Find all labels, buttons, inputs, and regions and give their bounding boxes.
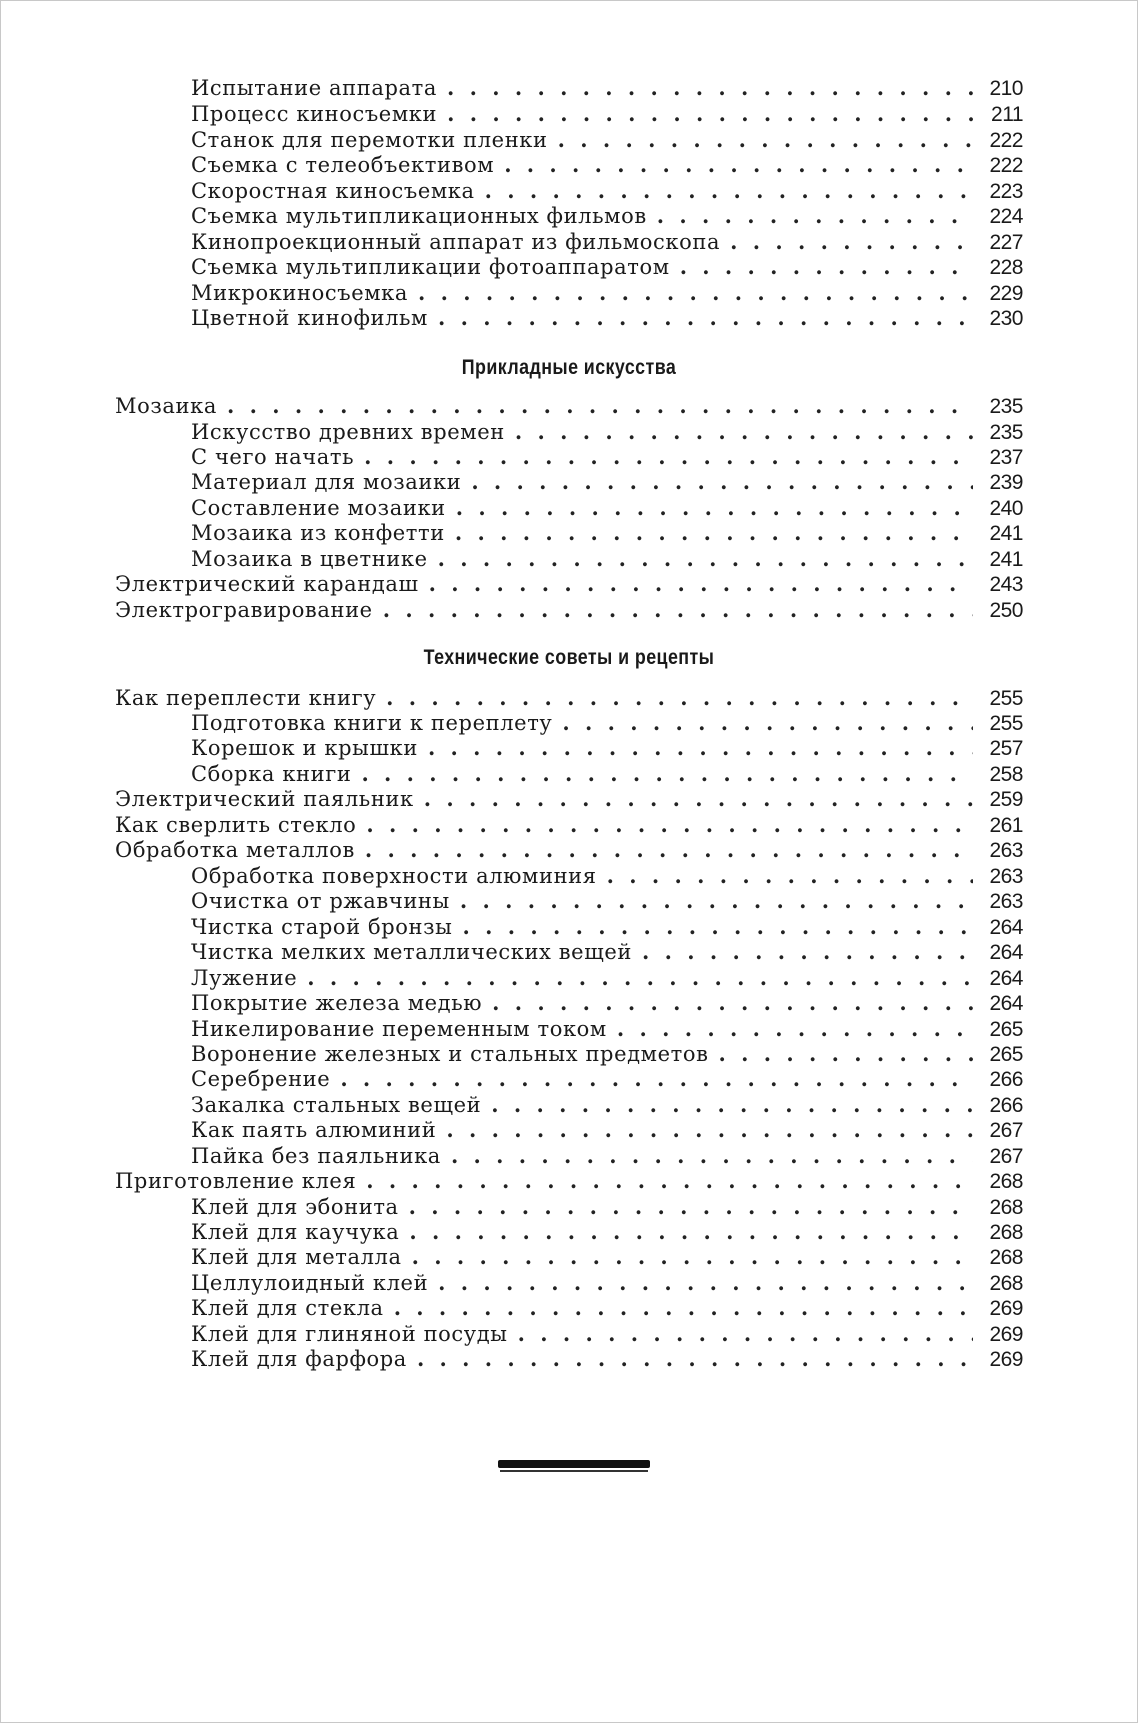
toc-entry-title: Лужение bbox=[191, 966, 298, 990]
toc-entry bbox=[191, 1016, 1023, 1042]
dot-leader bbox=[409, 1194, 973, 1220]
toc-entry-title: Съемка мультипликационных фильмов bbox=[191, 204, 647, 228]
toc-entry-title: Электрогравирование bbox=[115, 598, 373, 622]
toc-entry-page: 268 bbox=[989, 1246, 1023, 1269]
toc-entry-page: 228 bbox=[989, 256, 1023, 279]
toc-entry bbox=[191, 761, 1023, 787]
toc-entry-page: 235 bbox=[989, 421, 1023, 444]
toc-entry-title: Пайка без паяльника bbox=[191, 1144, 441, 1168]
toc-entry-page: 261 bbox=[989, 814, 1023, 837]
dot-leader bbox=[417, 1346, 973, 1372]
toc-entry-page: 237 bbox=[989, 446, 1023, 469]
section-heading: Технические советы и рецепты bbox=[423, 646, 715, 669]
toc-entry bbox=[191, 495, 1023, 521]
dot-leader bbox=[438, 546, 973, 572]
dot-leader bbox=[447, 101, 973, 127]
toc-entry-page: 269 bbox=[989, 1297, 1023, 1320]
toc-entry bbox=[191, 1219, 1023, 1245]
toc-entry-page: 250 bbox=[989, 599, 1023, 622]
toc-entry-page: 264 bbox=[989, 941, 1023, 964]
toc-entry bbox=[115, 393, 1023, 419]
toc-entry bbox=[191, 520, 1023, 546]
toc-entry-title: Станок для перемотки пленки bbox=[191, 128, 548, 152]
toc-entry bbox=[191, 444, 1023, 470]
toc-entry bbox=[191, 1143, 1023, 1169]
toc-entry-title: Очистка от ржавчины bbox=[191, 889, 450, 913]
toc-entry-title: Составление мозаики bbox=[191, 496, 446, 520]
toc-entry-page: 211 bbox=[991, 103, 1023, 126]
toc-entry-page: 264 bbox=[989, 967, 1023, 990]
dot-leader bbox=[361, 761, 973, 787]
toc-entry-title: Клей для фарфора bbox=[191, 1347, 407, 1371]
toc-entry-title: Мозаика в цветнике bbox=[191, 547, 428, 571]
toc-entry-page: 230 bbox=[989, 307, 1023, 330]
toc-entry bbox=[191, 1117, 1023, 1143]
toc-entry-title: Скоростная киносъемка bbox=[191, 179, 475, 203]
toc-entry-page: 222 bbox=[989, 154, 1023, 177]
toc-entry bbox=[191, 1321, 1023, 1347]
toc-entry-page: 268 bbox=[989, 1196, 1023, 1219]
dot-leader bbox=[429, 571, 973, 597]
toc-entry bbox=[191, 990, 1023, 1016]
toc-entry-page: 268 bbox=[989, 1221, 1023, 1244]
dot-leader bbox=[719, 1041, 974, 1067]
toc-entry-page: 266 bbox=[989, 1094, 1023, 1117]
toc-entry-page: 255 bbox=[989, 687, 1023, 710]
dot-leader bbox=[366, 812, 973, 838]
dot-leader bbox=[227, 393, 973, 419]
dot-leader bbox=[418, 280, 973, 306]
end-ornament-rule bbox=[498, 1460, 650, 1468]
dot-leader bbox=[412, 1244, 973, 1270]
toc-entry-title: Серебрение bbox=[191, 1067, 331, 1091]
toc-entry bbox=[191, 152, 1023, 178]
dot-leader bbox=[617, 1016, 973, 1042]
toc-entry-title: Никелирование переменным током bbox=[191, 1017, 607, 1041]
toc-entry bbox=[191, 735, 1023, 761]
toc-entry-page: 266 bbox=[989, 1068, 1023, 1091]
toc-entry bbox=[191, 1092, 1023, 1118]
toc-entry bbox=[191, 1066, 1023, 1092]
toc-entry-page: 223 bbox=[989, 180, 1023, 203]
toc-entry-title: Покрытие железа медью bbox=[191, 991, 483, 1015]
toc-entry-title: Как сверлить стекло bbox=[115, 813, 357, 837]
dot-leader bbox=[460, 888, 973, 914]
toc-entry-title: Мозаика из конфетти bbox=[191, 521, 445, 545]
section-heading: Прикладные искусства bbox=[461, 356, 677, 379]
toc-entry bbox=[191, 863, 1023, 889]
toc-entry-page: 257 bbox=[989, 737, 1023, 760]
toc-entry-title: Клей для стекла bbox=[191, 1296, 384, 1320]
dot-leader bbox=[518, 1321, 973, 1347]
toc-entry-page: 263 bbox=[989, 890, 1023, 913]
toc-entry bbox=[191, 101, 1023, 127]
toc-entry bbox=[191, 178, 1023, 204]
toc-entry bbox=[191, 939, 1023, 965]
toc-entry-page: 269 bbox=[989, 1323, 1023, 1346]
toc-entry-title: Обработка поверхности алюминия bbox=[191, 864, 597, 888]
toc-entry bbox=[115, 786, 1023, 812]
toc-entry-title: Как паять алюминий bbox=[191, 1118, 437, 1142]
dot-leader bbox=[456, 495, 973, 521]
toc-entry bbox=[191, 1346, 1023, 1372]
toc-entry-page: 229 bbox=[989, 282, 1023, 305]
dot-leader bbox=[366, 1168, 973, 1194]
toc-entry bbox=[191, 1295, 1023, 1321]
dot-leader bbox=[409, 1219, 973, 1245]
toc-entry bbox=[191, 710, 1023, 736]
toc-entry-page: 265 bbox=[989, 1018, 1023, 1041]
dot-leader bbox=[446, 1117, 973, 1143]
dot-leader bbox=[730, 229, 973, 255]
dot-leader bbox=[340, 1066, 973, 1092]
dot-leader bbox=[491, 1092, 973, 1118]
dot-leader bbox=[562, 710, 973, 736]
toc-entry-page: 258 bbox=[989, 763, 1023, 786]
toc-entry-title: Закалка стальных вещей bbox=[191, 1093, 482, 1117]
dot-leader bbox=[438, 305, 973, 331]
toc-entry-title: Корешок и крышки bbox=[191, 736, 418, 760]
toc-entry bbox=[115, 685, 1023, 711]
toc-entry bbox=[191, 305, 1023, 331]
toc-entry bbox=[115, 1168, 1023, 1194]
dot-leader bbox=[558, 127, 973, 153]
toc-entry-title: Съемка мультипликации фотоаппаратом bbox=[191, 255, 670, 279]
toc-entry-page: 268 bbox=[989, 1170, 1023, 1193]
toc-entry-page: 264 bbox=[989, 916, 1023, 939]
toc-entry-title: Процесс киносъемки bbox=[191, 102, 438, 126]
toc-entry-title: Приготовление клея bbox=[115, 1169, 357, 1193]
toc-entry bbox=[191, 203, 1023, 229]
toc-entry-title: Съемка с телеобъективом bbox=[191, 153, 495, 177]
toc-entry-title: Клей для глиняной посуды bbox=[191, 1322, 508, 1346]
toc-entry-page: 241 bbox=[989, 522, 1023, 545]
dot-leader bbox=[424, 786, 973, 812]
toc-entry bbox=[115, 597, 1023, 623]
toc-entry-title: Электрический карандаш bbox=[115, 572, 419, 596]
toc-entry bbox=[191, 469, 1023, 495]
toc-entry bbox=[191, 75, 1023, 101]
toc-entry-title: Сборка книги bbox=[191, 762, 352, 786]
toc-entry-page: 267 bbox=[989, 1119, 1023, 1142]
toc-entry-title: Обработка металлов bbox=[115, 838, 355, 862]
dot-leader bbox=[680, 254, 973, 280]
dot-leader bbox=[365, 837, 973, 863]
toc-entry bbox=[191, 888, 1023, 914]
toc-entry bbox=[191, 1244, 1023, 1270]
toc-entry bbox=[191, 419, 1023, 445]
toc-entry-page: 224 bbox=[989, 205, 1023, 228]
toc-entry-page: 265 bbox=[989, 1043, 1023, 1066]
toc-entry bbox=[191, 229, 1023, 255]
toc-entry-page: 264 bbox=[989, 992, 1023, 1015]
dot-leader bbox=[462, 914, 973, 940]
toc-entry bbox=[191, 546, 1023, 572]
toc-entry-page: 263 bbox=[989, 865, 1023, 888]
dot-leader bbox=[455, 520, 973, 546]
toc-entry bbox=[191, 965, 1023, 991]
dot-leader bbox=[607, 863, 973, 889]
dot-leader bbox=[504, 152, 973, 178]
toc-entry-title: Цветной кинофильм bbox=[191, 306, 428, 330]
toc-entry-page: 227 bbox=[989, 231, 1023, 254]
dot-leader bbox=[451, 1143, 973, 1169]
toc-entry-title: Кинопроекционный аппарат из фильмоскопа bbox=[191, 230, 721, 254]
toc-entry bbox=[191, 254, 1023, 280]
toc-entry-title: Чистка мелких металлических вещей bbox=[191, 940, 632, 964]
dot-leader bbox=[364, 444, 973, 470]
toc-entry-page: 267 bbox=[989, 1145, 1023, 1168]
toc-entry-page: 239 bbox=[989, 471, 1023, 494]
dot-leader bbox=[657, 203, 973, 229]
toc-entry bbox=[191, 1270, 1023, 1296]
toc-entry-page: 259 bbox=[989, 788, 1023, 811]
toc-entry-title: Испытание аппарата bbox=[191, 76, 437, 100]
toc-entry-page: 268 bbox=[989, 1272, 1023, 1295]
toc-entry-page: 255 bbox=[989, 712, 1023, 735]
toc-entry-title: Клей для эбонита bbox=[191, 1195, 399, 1219]
toc-entry-page: 241 bbox=[989, 548, 1023, 571]
toc-entry-title: Клей для каучука bbox=[191, 1220, 400, 1244]
toc-entry-title: Электрический паяльник bbox=[115, 787, 414, 811]
toc-entry bbox=[115, 837, 1023, 863]
toc-entry-page: 235 bbox=[989, 395, 1023, 418]
toc-entry-title: Целлулоидный клей bbox=[191, 1271, 429, 1295]
dot-leader bbox=[485, 178, 973, 204]
toc-entry-page: 243 bbox=[989, 573, 1023, 596]
toc-entry-page: 222 bbox=[989, 129, 1023, 152]
dot-leader bbox=[307, 965, 973, 991]
toc-entry bbox=[191, 280, 1023, 306]
dot-leader bbox=[447, 75, 973, 101]
dot-leader bbox=[471, 469, 973, 495]
toc-entry-title: С чего начать bbox=[191, 445, 355, 469]
dot-leader bbox=[642, 939, 973, 965]
dot-leader bbox=[438, 1270, 973, 1296]
dot-leader bbox=[492, 990, 973, 1016]
toc-entry bbox=[191, 914, 1023, 940]
toc-entry-page: 263 bbox=[989, 839, 1023, 862]
toc-entry-page: 240 bbox=[989, 497, 1023, 520]
toc-entry-title: Материал для мозаики bbox=[191, 470, 462, 494]
dot-leader bbox=[515, 419, 973, 445]
toc-entry-title: Микрокиносъемка bbox=[191, 281, 409, 305]
toc-entry-title: Чистка старой бронзы bbox=[191, 915, 453, 939]
toc-entry bbox=[191, 1194, 1023, 1220]
toc-entry-page: 269 bbox=[989, 1348, 1023, 1371]
toc-entry-title: Воронение железных и стальных предметов bbox=[191, 1042, 709, 1066]
dot-leader bbox=[383, 597, 973, 623]
toc-entry-title: Подготовка книги к переплету bbox=[191, 711, 553, 735]
toc-entry bbox=[115, 812, 1023, 838]
toc-entry bbox=[115, 571, 1023, 597]
toc-entry-page: 210 bbox=[989, 77, 1023, 100]
toc-entry-title: Как переплести книгу bbox=[115, 686, 377, 710]
toc-entry-title: Клей для металла bbox=[191, 1245, 402, 1269]
toc-entry-title: Мозаика bbox=[115, 394, 217, 418]
dot-leader bbox=[428, 735, 973, 761]
toc-entry bbox=[191, 127, 1023, 153]
dot-leader bbox=[394, 1295, 973, 1321]
toc-entry bbox=[191, 1041, 1023, 1067]
dot-leader bbox=[386, 685, 973, 711]
toc-entry-title: Искусство древних времен bbox=[191, 420, 505, 444]
